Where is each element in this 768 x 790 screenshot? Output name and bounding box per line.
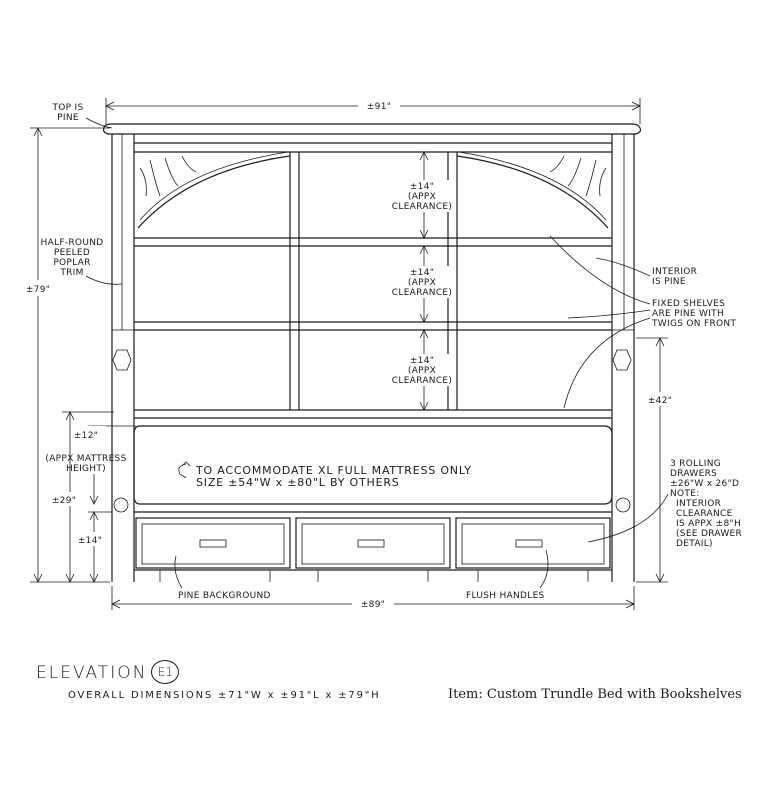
svg-text:(APPX: (APPX [407, 366, 437, 376]
svg-text:INTERIOR: INTERIOR [652, 267, 698, 277]
twig-decoration-right [457, 152, 608, 228]
drawer-middle [296, 518, 450, 582]
elevation-title-text: ELEVATION [36, 663, 148, 683]
svg-text:±12": ±12" [73, 431, 99, 441]
svg-text:IS APPX ±8"H: IS APPX ±8"H [676, 519, 742, 529]
svg-text:DETAIL): DETAIL) [676, 539, 713, 549]
drawer-base [134, 512, 612, 570]
svg-text:±14": ±14" [77, 536, 103, 546]
svg-text:±29": ±29" [51, 496, 77, 506]
svg-text:TRIM: TRIM [60, 268, 84, 278]
overall-height-label: ±79" [25, 285, 51, 295]
svg-text:PEELED: PEELED [53, 248, 91, 258]
svg-text:ARE PINE WITH: ARE PINE WITH [652, 309, 725, 319]
svg-text:(APPX MATTRESS: (APPX MATTRESS [45, 454, 127, 464]
svg-text:IS PINE: IS PINE [652, 277, 686, 287]
right-post [612, 134, 634, 582]
svg-text:NOTE:: NOTE: [670, 489, 700, 499]
svg-text:TO ACCOMMODATE XL FULL MATTRES: TO ACCOMMODATE XL FULL MATTRESS ONLY [196, 464, 472, 477]
interior-pine-label [596, 258, 697, 287]
svg-text:CLEARANCE): CLEARANCE) [391, 376, 453, 386]
bookshelf-frame [134, 143, 612, 418]
left-post [112, 134, 134, 582]
half-round-trim-label [41, 238, 122, 284]
svg-text:CLEARANCE): CLEARANCE) [391, 202, 453, 212]
overall-height-dimension [26, 128, 110, 582]
svg-text:FLUSH HANDLES: FLUSH HANDLES [466, 591, 545, 601]
shelf-clearance-dimension-3 [392, 330, 452, 410]
elevation-badge: E1 [151, 660, 179, 684]
svg-text:PINE BACKGROUND: PINE BACKGROUND [178, 591, 271, 601]
mattress-note [179, 462, 472, 489]
bottom-width-label: ±89" [360, 600, 386, 610]
svg-text:HEIGHT): HEIGHT) [66, 464, 106, 474]
overall-width-label: ±91" [366, 102, 392, 112]
overall-dimensions: OVERALL DIMENSIONS ±71"W x ±91"L x ±79"H [68, 690, 381, 701]
svg-text:SIZE ±54"W x ±80"L BY OTHERS: SIZE ±54"W x ±80"L BY OTHERS [196, 476, 400, 489]
svg-text:CLEARANCE: CLEARANCE [676, 509, 733, 519]
svg-text:CLEARANCE): CLEARANCE) [391, 288, 453, 298]
svg-text:±14": ±14" [409, 268, 435, 278]
twig-decoration-left [138, 152, 290, 228]
overall-width-dimension [106, 98, 640, 124]
svg-text:±14": ±14" [409, 182, 435, 192]
svg-text:TOP IS: TOP IS [52, 103, 84, 113]
top-is-pine-label [51, 103, 112, 128]
elevation-title [36, 660, 179, 684]
rolling-drawers-note [588, 459, 742, 549]
pine-background-label [175, 556, 271, 601]
drawer-left [136, 518, 290, 582]
svg-text:FIXED SHELVES: FIXED SHELVES [652, 299, 726, 309]
shelf-clearance-dimension-1 [392, 152, 452, 238]
drawer-right [456, 518, 610, 582]
svg-text:DRAWERS: DRAWERS [670, 469, 718, 479]
svg-text:PINE: PINE [57, 113, 79, 123]
svg-text:(APPX: (APPX [407, 278, 437, 288]
svg-text:HALF-ROUND: HALF-ROUND [40, 238, 104, 248]
svg-text:TWIGS ON FRONT: TWIGS ON FRONT [652, 319, 737, 329]
svg-text:POPLAR: POPLAR [53, 258, 91, 268]
shelf-clearance-dimension-2 [392, 246, 452, 322]
top-board [104, 124, 641, 134]
height-14-dimension [78, 512, 112, 582]
svg-text:±26"W x 26"D: ±26"W x 26"D [670, 479, 740, 489]
item-caption: Item: Custom Trundle Bed with Bookshelves [448, 687, 742, 702]
height-42-dimension [636, 338, 672, 582]
svg-text:INTERIOR: INTERIOR [676, 499, 722, 509]
height-42-label: ±42" [647, 396, 673, 406]
svg-text:(SEE DRAWER: (SEE DRAWER [676, 529, 743, 539]
svg-text:±14": ±14" [409, 356, 435, 366]
svg-text:(APPX: (APPX [407, 192, 437, 202]
svg-text:3 ROLLING: 3 ROLLING [670, 459, 722, 469]
